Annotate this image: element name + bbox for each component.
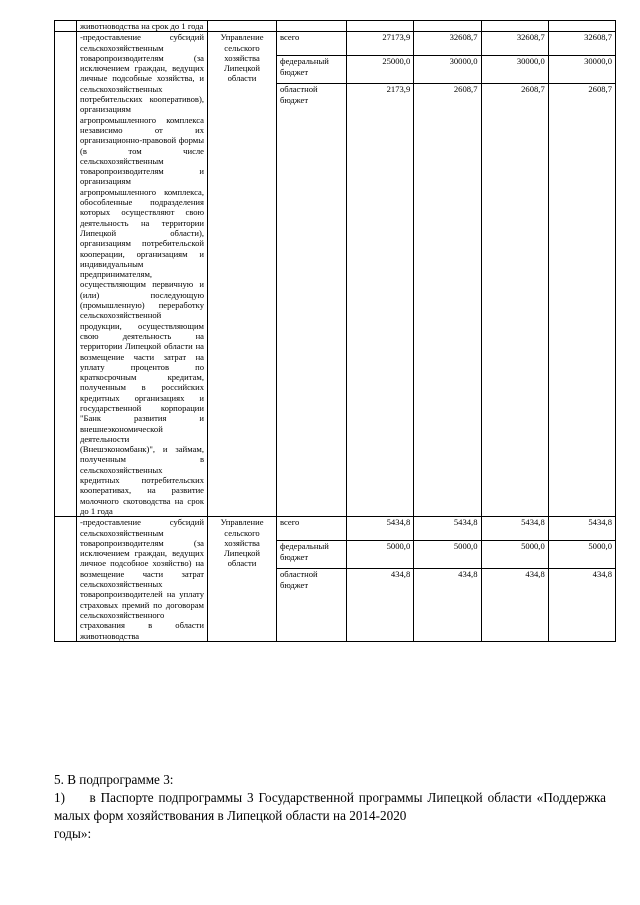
budget-label: федеральный бюджет <box>277 541 347 569</box>
measure-cell: животноводства на срок до 1 года <box>77 21 208 32</box>
passport-text: 1) в Паспорте подпрограммы 3 Государственной программы Липецкой области «Поддержка малых форм хозяйствования в Липецкой области на 2014-2020 <box>54 790 606 823</box>
budget-value: 25000,0 <box>347 56 414 84</box>
budget-value: 32608,7 <box>414 32 481 56</box>
budget-label: федеральный бюджет <box>277 56 347 84</box>
budget-value: 434,8 <box>481 569 548 642</box>
budget-value: 5000,0 <box>548 541 615 569</box>
budget-value: 5434,8 <box>347 517 414 541</box>
measure-cell: -предоставление субсидий сельскохозяйственным товаропроизводителям (за исключением граждан, ведущих личные подсобные хозяйства, и сельскохозяйственных потребительских кооперативов), организациям агропромышленного комплекса независимо от их организационно-правовой формы (в том числе сельскохозяйственным товаропроизводителям и организациям агропромышленного комплекса, обособленные подразделения которых осуществляют свою деятельность на территории Липецкой области), организациям потребительской кооперации, организациям и индивидуальным предпринимателям, осуществляющим первичную и (или) последующую (промышленную) переработку сельскохозяйственной продукции, осуществляющим свою деятельность на территории Липецкой области на возмещение части затрат на уплату процентов по краткосрочным кредитам, полученным в российских кредитных организациях и государственной корпорации "Банк развития и внешнеэкономической деятельности (Внешэкономбанк)", и займам, полученным в сельскохозяйственных кредитных потребительских кооперативах, на развитие молочного скотоводства на срок до 1 года <box>77 32 208 517</box>
budget-value: 434,8 <box>414 569 481 642</box>
budget-value: 434,8 <box>347 569 414 642</box>
executor-cell: Управление сельского хозяйства Липецкой области <box>208 32 277 517</box>
budget-label: всего <box>277 32 347 56</box>
budget-value: 30000,0 <box>414 56 481 84</box>
budget-value: 27173,9 <box>347 32 414 56</box>
table-row <box>55 517 616 541</box>
budget-value: 30000,0 <box>548 56 615 84</box>
budget-label: областной бюджет <box>277 84 347 517</box>
budget-value: 2173,9 <box>347 84 414 517</box>
budget-value: 5000,0 <box>347 541 414 569</box>
budget-value: 5434,8 <box>414 517 481 541</box>
budget-value: 5434,8 <box>548 517 615 541</box>
passport-paragraph <box>54 789 606 843</box>
budget-value: 2608,7 <box>548 84 615 517</box>
measure-cell: -предоставление субсидий сельскохозяйственным товаропроизводителям (за исключением граждан, ведущих личное подсобное хозяйство) на возмещение части затрат сельскохозяйственных товаропроизводителей на уплату страховых премий по договорам сельскохозяйственного страхования в области животноводства <box>77 517 208 642</box>
subprogram-heading: 5. В подпрограмме 3: <box>54 772 174 787</box>
budget-value: 2608,7 <box>481 84 548 517</box>
budget-value: 5000,0 <box>414 541 481 569</box>
budget-value: 32608,7 <box>548 32 615 56</box>
passport-text-end: годы»: <box>54 826 92 841</box>
budget-value: 32608,7 <box>481 32 548 56</box>
table-row <box>55 32 616 56</box>
executor-cell: Управление сельского хозяйства Липецкой области <box>208 517 277 642</box>
budget-value: 30000,0 <box>481 56 548 84</box>
table-row <box>55 21 616 32</box>
budget-value: 2608,7 <box>414 84 481 517</box>
budget-value: 5000,0 <box>481 541 548 569</box>
budget-value: 5434,8 <box>481 517 548 541</box>
budget-table <box>54 20 616 642</box>
budget-value: 434,8 <box>548 569 615 642</box>
budget-label: всего <box>277 517 347 541</box>
budget-label: областной бюджет <box>277 569 347 642</box>
